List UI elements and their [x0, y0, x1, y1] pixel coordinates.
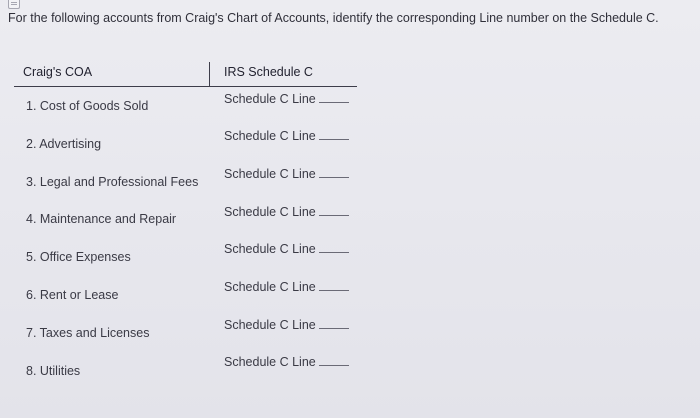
coa-item-legal-and-professional-fees: 3. Legal and Professional Fees	[26, 175, 199, 189]
coa-item-advertising: 2. Advertising	[26, 137, 102, 151]
coa-item-rent-or-lease: 6. Rent or Lease	[26, 288, 119, 302]
schedule-c-line-label: Schedule C Line	[224, 355, 316, 369]
instruction-text: For the following accounts from Craig's Chart of Accounts, identify the corresponding Line number on the Schedule C.	[8, 11, 659, 25]
answer-blank[interactable]	[319, 289, 349, 291]
answer-blank[interactable]	[319, 138, 349, 140]
answer-blank[interactable]	[319, 327, 349, 329]
schedule-c-line-5	[224, 242, 349, 256]
coa-item-taxes-and-licenses: 7. Taxes and Licenses	[26, 326, 150, 340]
coa-item-utilities: 8. Utilities	[26, 364, 81, 378]
column-divider	[209, 62, 210, 86]
answer-blank[interactable]	[319, 214, 349, 216]
coa-item-cost-of-goods-sold: 1. Cost of Goods Sold	[26, 99, 149, 113]
header-rule	[14, 86, 357, 87]
schedule-c-line-1	[224, 92, 349, 106]
schedule-c-line-label: Schedule C Line	[224, 242, 316, 256]
answer-blank[interactable]	[319, 364, 349, 366]
schedule-c-line-4	[224, 205, 349, 219]
schedule-c-line-label: Schedule C Line	[224, 280, 316, 294]
coa-column-header: Craig's COA	[23, 65, 93, 79]
schedule-c-line-3	[224, 167, 349, 181]
schedule-c-line-8	[224, 355, 349, 369]
schedule-c-line-label: Schedule C Line	[224, 205, 316, 219]
coa-item-office-expenses: 5. Office Expenses	[26, 250, 131, 264]
schedule-c-line-label: Schedule C Line	[224, 167, 316, 181]
answer-blank[interactable]	[319, 101, 349, 103]
document-icon	[8, 0, 20, 9]
schedule-c-line-6	[224, 280, 349, 294]
schedule-c-line-label: Schedule C Line	[224, 318, 316, 332]
schedule-c-line-7	[224, 318, 349, 332]
coa-item-maintenance-and-repair: 4. Maintenance and Repair	[26, 212, 177, 226]
schedule-c-column-header: IRS Schedule C	[224, 65, 313, 79]
answer-blank[interactable]	[319, 251, 349, 253]
schedule-c-line-2	[224, 129, 349, 143]
schedule-c-line-label: Schedule C Line	[224, 92, 316, 106]
answer-blank[interactable]	[319, 176, 349, 178]
schedule-c-line-label: Schedule C Line	[224, 129, 316, 143]
